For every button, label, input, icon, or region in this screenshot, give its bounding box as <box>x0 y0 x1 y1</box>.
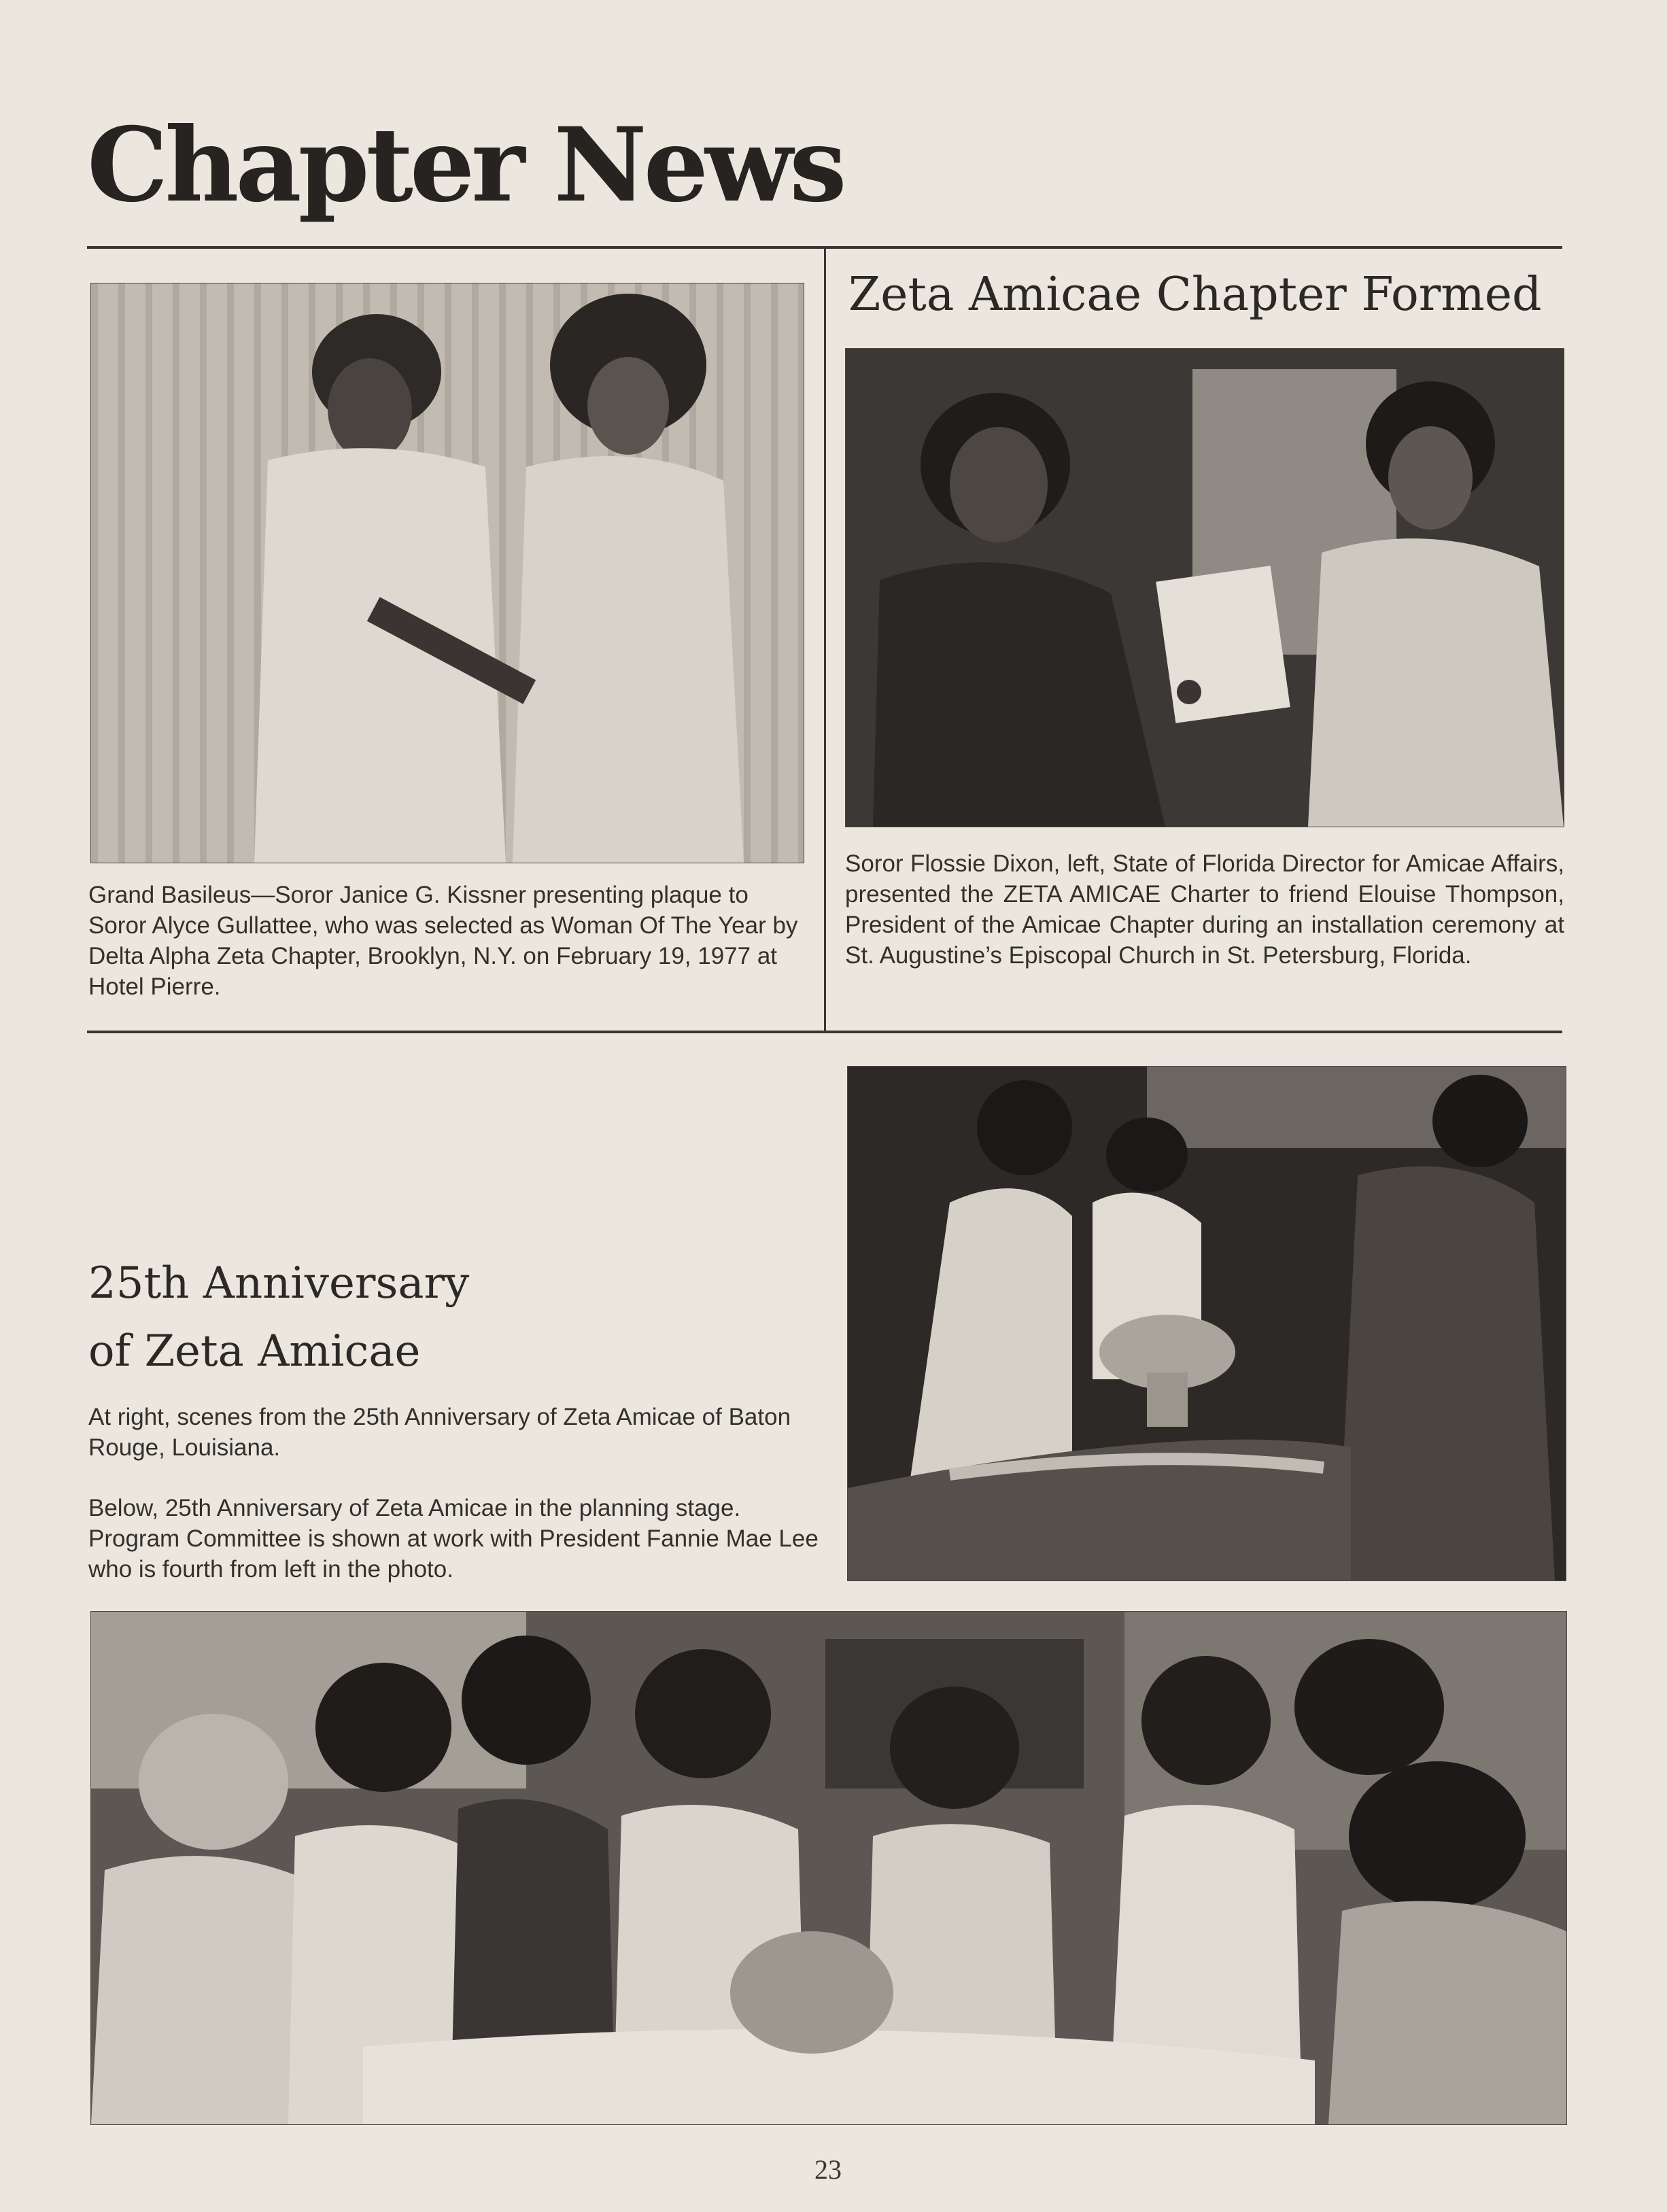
anniversary-paragraph-1: At right, scenes from the 25th Anniversary of Zeta Amicae of Baton Rouge, Louisiana. <box>88 1404 791 1461</box>
woman-of-the-year-caption: Grand Basileus—Soror Janice G. Kissner presenting plaque to Soror Alyce Gullattee, who was selected as Woman Of The Year by Delta Alpha Zeta Chapter, Brooklyn, N.Y. on February 19, 1977 at Hotel Pierre. <box>88 882 798 1000</box>
charter-presentation-caption: Soror Flossie Dixon, left, State of Florida Director for Amicae Affairs, presented the ZETA AMICAE Charter to friend Elouise Thompson, President of the Amicae Chapter during an installation ceremony at St. Augustine’s Episcopal Church in St. Petersburg, Florida. <box>845 850 1564 969</box>
middle-rule <box>87 1031 1562 1033</box>
anniversary-headline-line2: of Zeta Amicae <box>88 1326 421 1377</box>
woman-of-the-year-photo <box>90 283 804 863</box>
page-title: Chapter News <box>87 105 844 225</box>
anniversary-headline-line1: 25th Anniversary <box>88 1258 470 1309</box>
page-number: 23 <box>814 2154 842 2185</box>
program-committee-photo <box>90 1611 1567 2125</box>
charter-presentation-photo <box>845 348 1564 827</box>
column-divider <box>824 246 826 1033</box>
anniversary-reception-photo <box>847 1066 1566 1581</box>
zeta-amicae-chapter-headline: Zeta Amicae Chapter Formed <box>848 268 1542 322</box>
anniversary-paragraph-2: Below, 25th Anniversary of Zeta Amicae in the planning stage. Program Committee is shown at work with President Fannie Mae Lee who is fourth from left in the photo. <box>88 1495 819 1583</box>
